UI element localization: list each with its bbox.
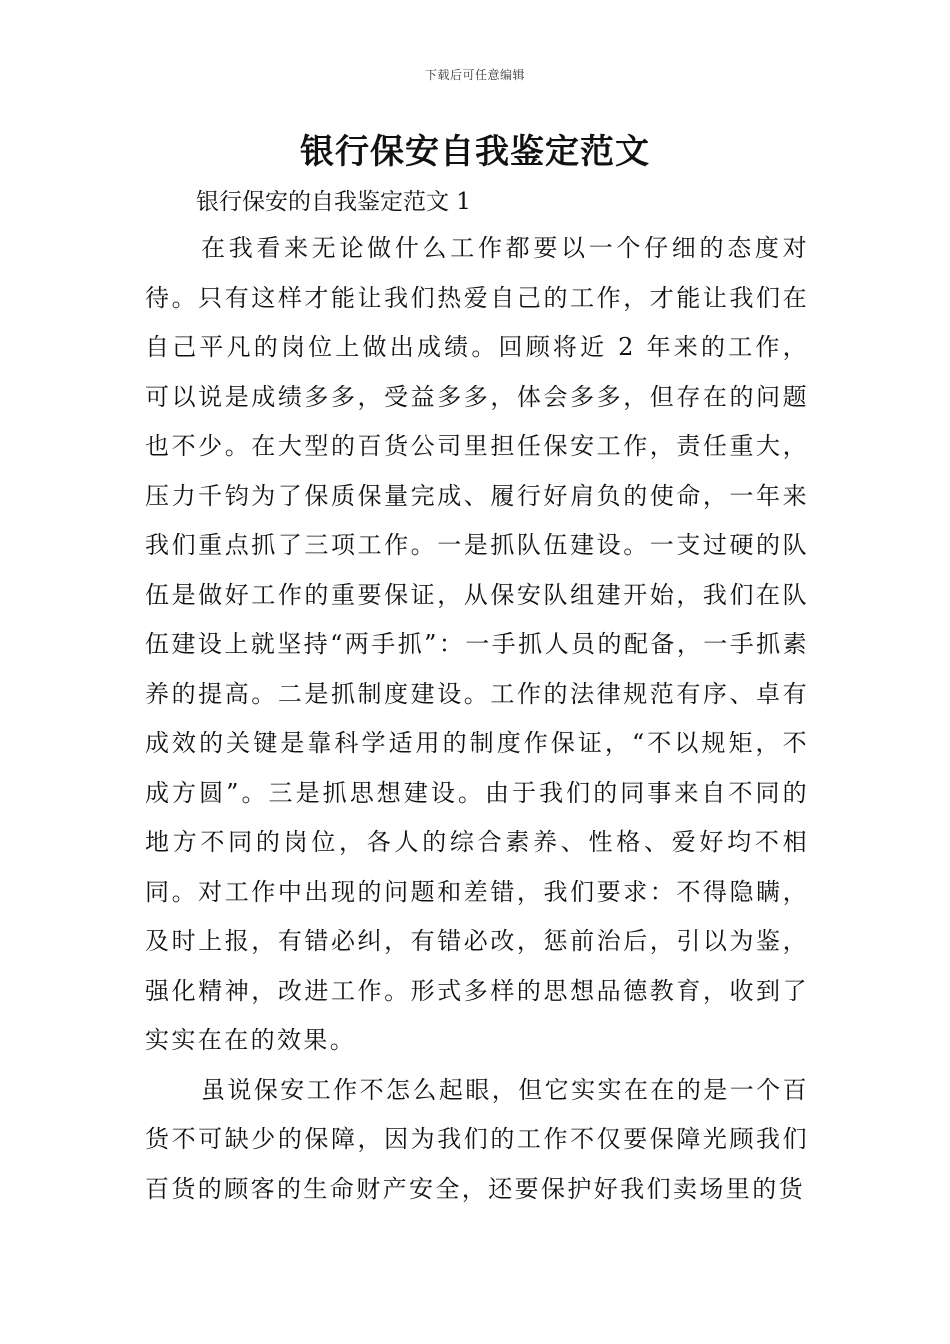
- header-note: 下载后可任意编辑: [424, 68, 525, 82]
- section-subtitle: 银行保安的自我鉴定范文 1: [196, 189, 471, 215]
- paragraph: 在我看来无论做什么工作都要以一个仔细的态度对待。只有这样才能让我们热爱自己的工作，才能让我们在自己平凡的岗位上做出成绩。回顾将近 2 年来的工作，可以说是成绩多多，受益多多，体会多多，但存在的问题也不少。在大型的百货公司里担任保安工作，责任重大，压力千钧为了保质保量完成、履行好肩负的使命，一年来我们重点抓了三项工作。一是抓队伍建设。一支过硬的队伍是做好工作的重要保证，从保安队组建开始，我们在队伍建设上就坚持“两手抓”：一手抓人员的配备，一手抓素养的提高。二是抓制度建设。工作的法律规范有序、卓有成效的关键是靠科学适用的制度作保证，“不以规矩，不成方圆”。三是抓思想建设。由于我们的同事来自不同的地方不同的岗位，各人的综合素养、性格、爱好均不相同。对工作中出现的问题和差错，我们要求：不得隐瞒，及时上报，有错必纠，有错必改，惩前治后，引以为鉴，强化精神，改进工作。形式多样的思想品德教育，收到了实实在在的效果。: [145, 234, 809, 1054]
- paragraph: 虽说保安工作不怎么起眼，但它实实在在的是一个百货不可缺少的保障，因为我们的工作不仅要保障光顾我们百货的顾客的生命财产安全，还要保护好我们卖场里的货: [145, 1075, 809, 1203]
- document-title: 银行保安自我鉴定范文: [300, 132, 650, 172]
- body-text: [145, 224, 809, 1214]
